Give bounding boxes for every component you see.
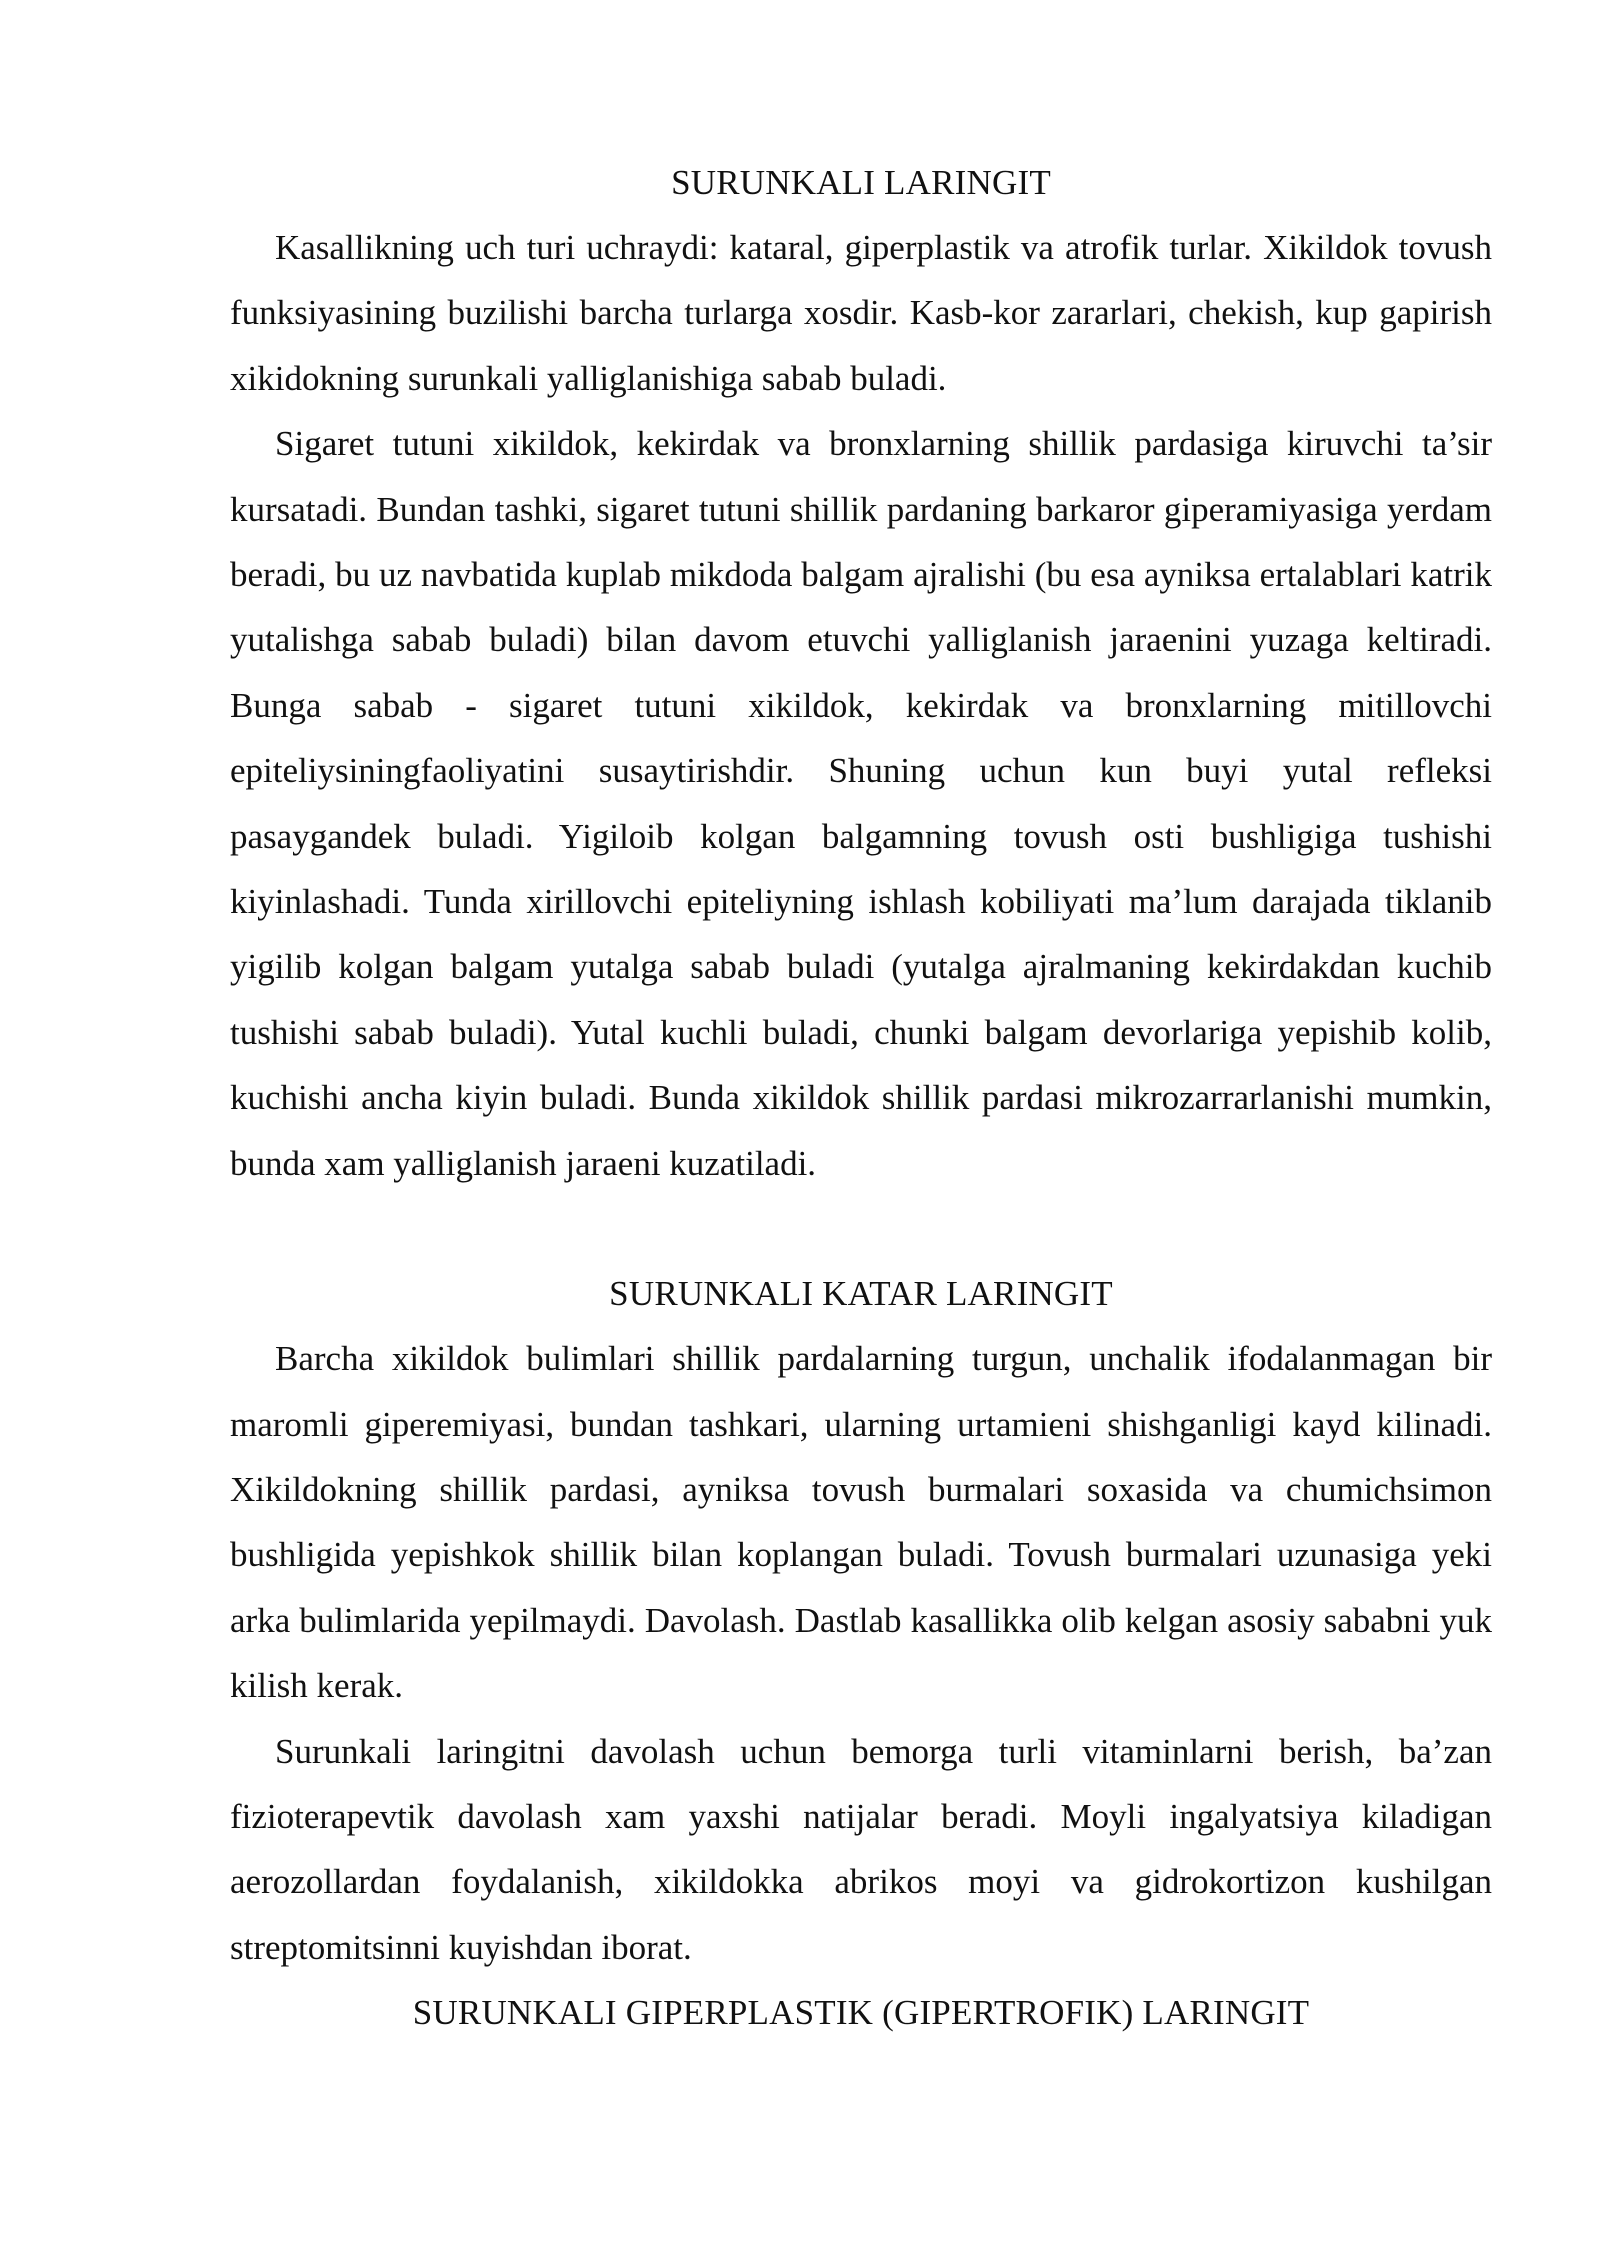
document-page	[230, 150, 1492, 2045]
paragraph: Surunkali laringitni davolash uchun bemorga turli vitaminlarni berish, ba’zan fizioterapevtik davolash xam yaxshi natijalar beradi. Moyli ingalyatsiya kiladigan aerozollardan foydalanish, xikildokka abrikos moyi va gidrokortizon kushilgan streptomitsinni kuyishdan iborat.	[230, 1731, 1492, 1967]
paragraph: Kasallikning uch turi uchraydi: kataral, giperplastik va atrofik turlar. Xikildok tovush funksiyasining buzilishi barcha turlarga xosdir. Kasb-kor zararlari, chekish, kup gapirish xikidokning surunkali yalliglanishiga sabab buladi.	[230, 228, 1492, 398]
section-heading: SURUNKALI GIPERPLASTIK (GIPERTROFIK) LARINGIT	[412, 1993, 1310, 2033]
section-spacer	[230, 1196, 1492, 1261]
section-heading: SURUNKALI KATAR LARINGIT	[609, 1274, 1113, 1314]
paragraph: Sigaret tutuni xikildok, kekirdak va bronxlarning shillik pardasiga kiruvchi ta’sir kursatadi. Bundan tashki, sigaret tutuni shillik pardaning barkaror giperamiyasiga yerdam beradi, bu uz navbatida kuplab mikdoda balgam ajralishi (bu esa ayniksa ertalablari katrik yutalishga sabab buladi) bilan davom etuvchi yalliglanish jaraenini yuzaga keltiradi. Bunga sabab - sigaret tutuni xikildok, kekirdak va bronxlarning mitillovchi epiteliysiningfaoliyatini susaytirishdir. Shuning uchun kun buyi yutal refleksi pasaygandek buladi. Yigiloib kolgan balgamning tovush osti bushligiga tushishi kiyinlashadi. Tunda xirillovchi epiteliyning ishlash kobiliyati ma’lum darajada tiklanib yigilib kolgan balgam yutalga sabab buladi (yutalga ajralmaning kekirdakdan kuchib tushishi sabab buladi). Yutal kuchli buladi, chunki balgam devorlariga yepishib kolib, kuchishi ancha kiyin buladi. Bunda xikildok shillik pardasi mikrozarrarlanishi mumkin, bunda xam yalliglanish jaraeni kuzatiladi.	[230, 424, 1492, 1183]
paragraph: Barcha xikildok bulimlari shillik pardalarning turgun, unchalik ifodalanmagan bir maromli giperemiyasi, bundan tashkari, ularning urtamieni shishganligi kayd kilinadi. Xikildokning shillik pardasi, ayniksa tovush burmalari soxasida va chumichsimon bushligida yepishkok shillik bilan koplangan buladi. Tovush burmalari uzunasiga yeki arka bulimlarida yepilmaydi. Davolash. Dastlab kasallikka olib kelgan asosiy sababni yuk kilish kerak.	[230, 1339, 1492, 1706]
section-heading: SURUNKALI LARINGIT	[671, 163, 1051, 202]
